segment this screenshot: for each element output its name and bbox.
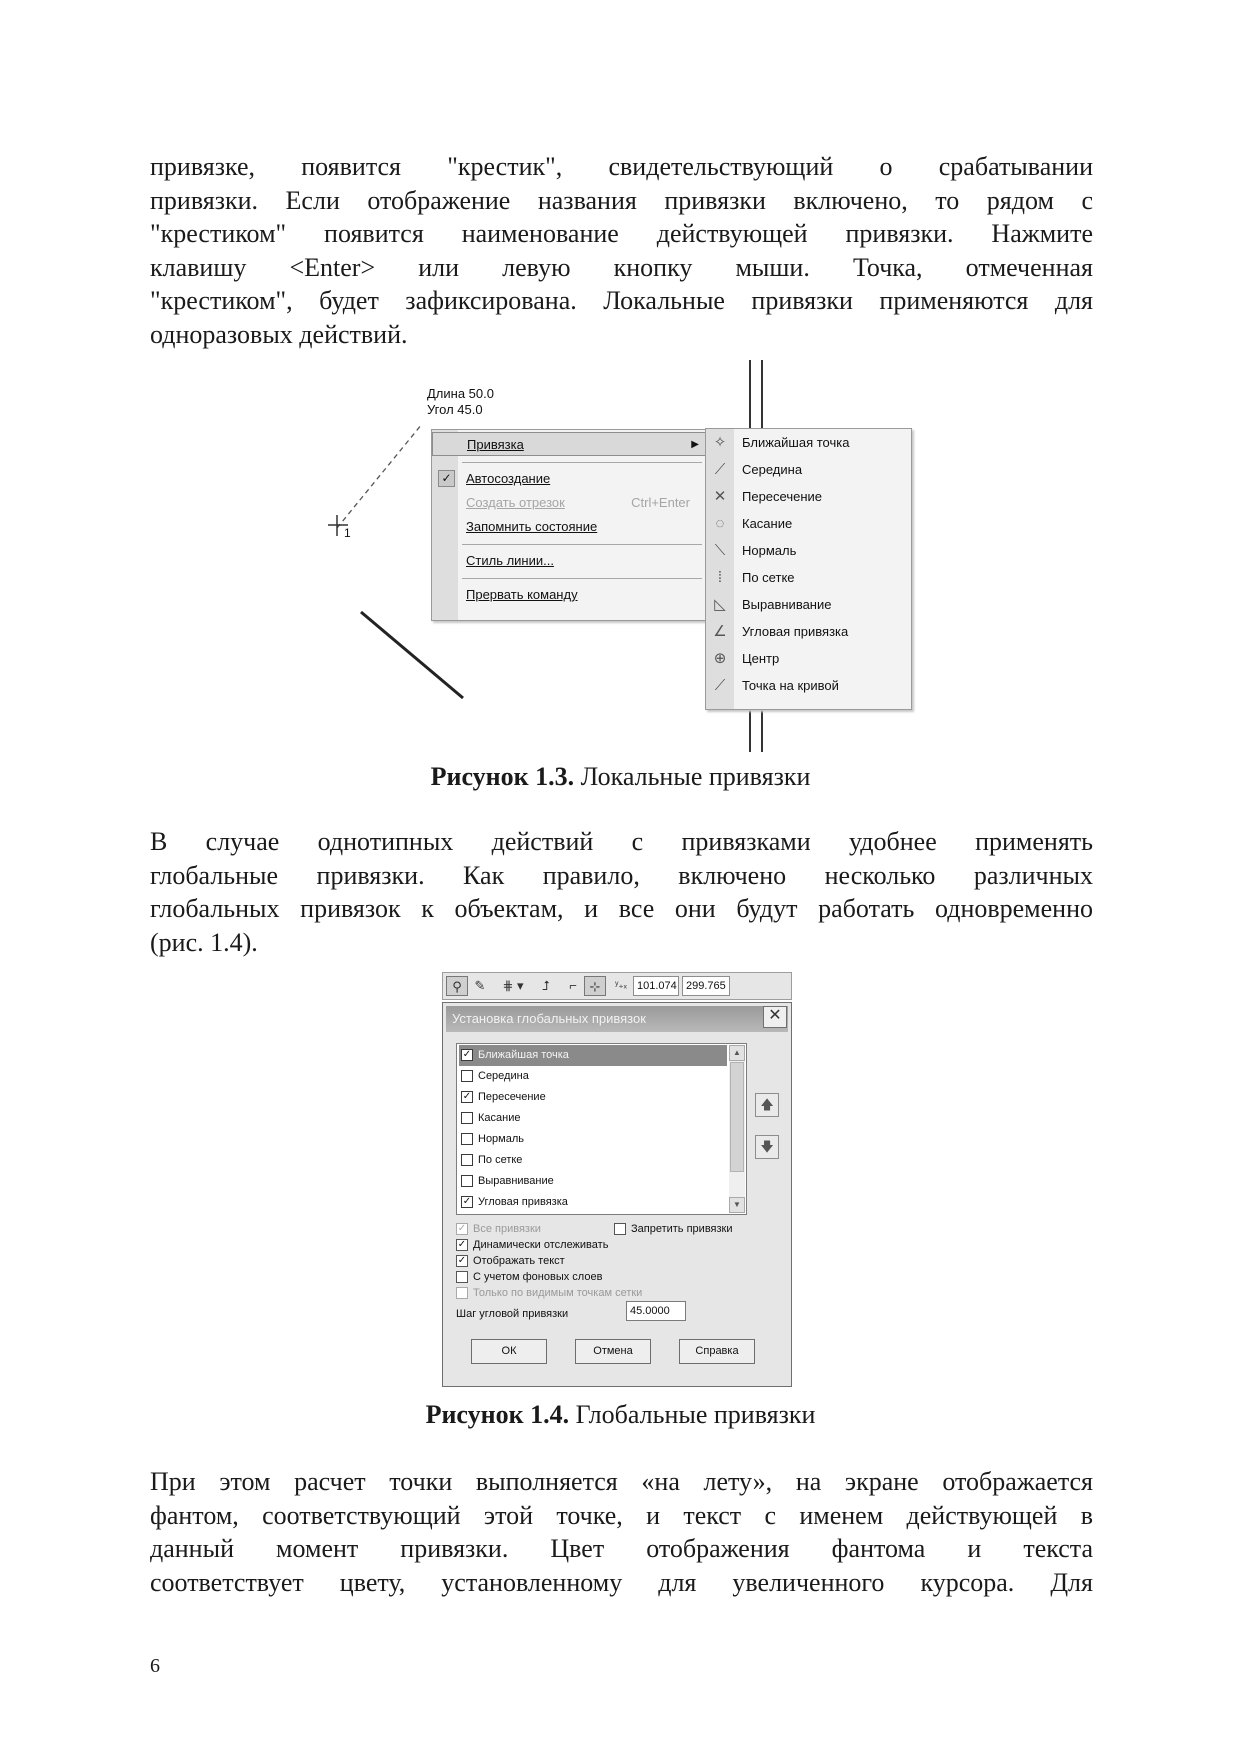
submenu-arrow-icon: ▶ [691,439,699,450]
move-down-button[interactable] [755,1135,779,1159]
text-line: клавишу <Enter> или левую кнопку мыши. Точка, отмеченная [150,252,1093,282]
list-item[interactable]: ✓ Угловая привязка [462,1196,568,1208]
angle-step-input[interactable]: 45.0000 [626,1301,686,1321]
intersection-icon: ✕ [713,488,727,505]
list-item[interactable]: ✓ Пересечение [462,1091,546,1103]
text-line: привязки. Если отображение названия привязки включено, то рядом с [150,185,1093,215]
text-line: привязке, появится "крестик", свидетельствующий о срабатывании [150,152,1093,181]
menu-separator [462,462,702,463]
checkbox-checked-icon[interactable]: ✓ [462,1091,472,1102]
checkbox-icon[interactable] [461,1175,473,1187]
text-line: При этом расчет точки выполняется «на лету», на экране отображается [150,1467,1093,1496]
snap-toolbar [442,972,792,1000]
checkbox-checked-icon[interactable]: ✓ [457,1239,467,1250]
context-menu [431,429,707,621]
arrow-down-icon: 🡇 [760,1139,774,1154]
list-item[interactable]: ✓ Ближайшая точка [459,1045,727,1066]
snap-toggle-icon[interactable]: ⚲ [446,976,468,996]
figure-global-snaps [442,972,800,1390]
close-icon[interactable]: ✕ [763,1006,787,1028]
menu-item-create-segment[interactable]: Создать отрезок Ctrl+Enter [432,491,706,515]
submenu-item-intersection[interactable]: ✕ Пересечение [706,483,911,510]
cancel-button[interactable]: Отмена [575,1339,651,1364]
normal-icon: ⟍ [714,542,726,559]
ok-button[interactable]: ОК [471,1339,547,1364]
checkbox-checked-icon[interactable]: ✓ [462,1049,472,1060]
checkbox-icon[interactable] [461,1112,473,1124]
coord-y-field[interactable]: 299.765 [682,976,730,996]
submenu-item-tangent[interactable]: ◌ Касание [706,510,911,537]
submenu-item-normal[interactable]: ⟍ Нормаль [706,537,911,564]
paragraph-2 [150,825,1093,959]
menu-item-snap[interactable]: Привязка ▶ [432,432,706,456]
eraser-icon[interactable]: ✎ [474,978,486,993]
menu-item-abort-command[interactable]: Прервать команду [466,587,578,602]
shortcut-label: Ctrl+Enter [631,495,690,510]
point-on-curve-icon: ⟋ [714,677,726,694]
dialog-title: Установка глобальных привязок [446,1006,788,1032]
ortho-icon[interactable]: ⮥ [542,978,550,993]
angular-snap-icon: ∠ [713,623,727,640]
drawn-segment [361,612,463,698]
list-item[interactable]: Нормаль [459,1129,727,1150]
list-item[interactable]: Касание [459,1108,727,1129]
phantom-segment [337,424,422,528]
paragraph-3 [150,1465,1093,1599]
point-label: 1 [344,526,351,540]
grid-dropdown-icon[interactable]: ⋕ ▾ [502,978,524,993]
menu-item-line-style[interactable]: Стиль линии... [466,553,554,568]
checkbox-icon[interactable] [461,1154,473,1166]
alignment-icon: ◺ [714,596,726,613]
text-line: соответствует цвету, установленному для увеличенного курсора. Для [150,1567,1093,1597]
list-item[interactable]: Середина [459,1066,727,1087]
checkbox-icon[interactable] [456,1287,468,1299]
menu-item-auto-create[interactable]: ✓ Автосоздание [432,467,706,491]
figure-13-caption: Рисунок 1.3. Локальные привязки [430,762,811,791]
coord-x-field[interactable]: 101.074 [633,976,679,996]
submenu-item-by-grid[interactable]: ⁞ По сетке [706,564,911,591]
submenu-item-center[interactable]: ⊕ Центр [706,645,911,672]
list-item[interactable]: Выравнивание [459,1171,727,1192]
menu-separator [462,544,702,545]
figure-local-snaps [320,360,940,760]
global-snaps-dialog: Установка глобальных привязок ✕ ✓ Ближайшая точка Середина ✓ Пересечение Касание Нормаль По сетке Выравнивание ✓ Угловая привязка ▲ ▼ 🡅 🡇 ✓ Все привязки Запретить привязки ✓ Динамически отслеживать ✓ Отображать текст С учетом фоновых слоев Только по видимым точкам сетки Шаг угловой привязки 45.0000 ОК Отмена Справка [442,1002,792,1387]
tangent-icon: ◌ [715,515,725,532]
middle-icon: ⟋ [714,461,726,478]
checkbox-checked-icon[interactable]: ✓ [457,1223,467,1234]
checkbox-checked-icon[interactable]: ✓ [457,1255,467,1266]
text-line: В случае однотипных действий с привязками удобнее применять [150,827,1093,856]
submenu-item-point-on-curve[interactable]: ⟋ Точка на кривой [706,672,911,699]
checkmark-icon: ✓ [438,470,455,487]
checkbox-checked-icon[interactable]: ✓ [462,1196,472,1207]
scroll-up-icon[interactable]: ▲ [729,1045,745,1061]
submenu-item-nearest-point[interactable]: ✧ Ближайшая точка [706,429,911,456]
list-scrollbar[interactable] [729,1045,745,1213]
submenu-item-middle[interactable]: ⟋ Середина [706,456,911,483]
arrow-up-icon: 🡅 [760,1097,774,1112]
menu-item-remember-state[interactable]: Запомнить состояние [466,519,598,534]
text-line: глобальных привязок к объектам, и все они будут работать одновременно [150,894,1093,923]
scroll-down-icon[interactable]: ▼ [729,1197,745,1213]
center-icon: ⊕ [713,650,727,667]
text-line: (рис. 1.4). [150,927,258,957]
submenu-item-angular-snap[interactable]: ∠ Угловая привязка [706,618,911,645]
list-item[interactable]: По сетке [459,1150,727,1171]
snap-submenu [705,428,912,710]
text-line: "крестиком" появится наименование действующей привязки. Нажмите [150,219,1093,248]
menu-separator [462,578,702,579]
snaps-list [456,1043,747,1215]
global-snaps-icon[interactable]: ⊹ [584,976,606,996]
text-line: данный момент привязки. Цвет отображения фантома и текста [150,1534,1093,1563]
angle-hint: Угол 45.0 [427,402,483,417]
checkbox-icon[interactable] [614,1223,626,1235]
scroll-thumb[interactable] [730,1062,744,1172]
checkbox-icon[interactable] [461,1070,473,1082]
figure-14-caption: Рисунок 1.4. Глобальные привязки [425,1400,816,1429]
text-line: фантом, соответствующий этой точке, и текст с именем действующей в [150,1500,1093,1530]
help-button[interactable]: Справка [679,1339,755,1364]
length-hint: Длина 50.0 [427,386,494,401]
paragraph-1 [150,150,1093,351]
text-line: "крестиком", будет зафиксирована. Локальные привязки применяются для [150,286,1093,315]
page-number: 6 [150,1655,160,1677]
grid-icon: ⁞ [717,569,723,586]
angle-step-label: Шаг угловой привязки [456,1308,569,1320]
coordinates-icon: ʸ₊ₓ [615,980,627,991]
checkbox-icon[interactable] [456,1271,468,1283]
move-up-button[interactable] [755,1093,779,1117]
nearest-point-icon: ✧ [713,434,727,451]
text-line: одноразовых действий. [150,319,408,349]
checkbox-icon[interactable] [461,1133,473,1145]
step-icon[interactable]: ⌐ [569,978,577,993]
text-line: глобальные привязки. Как правило, включено несколько различных [150,860,1093,890]
submenu-item-alignment[interactable]: ◺ Выравнивание [706,591,911,618]
